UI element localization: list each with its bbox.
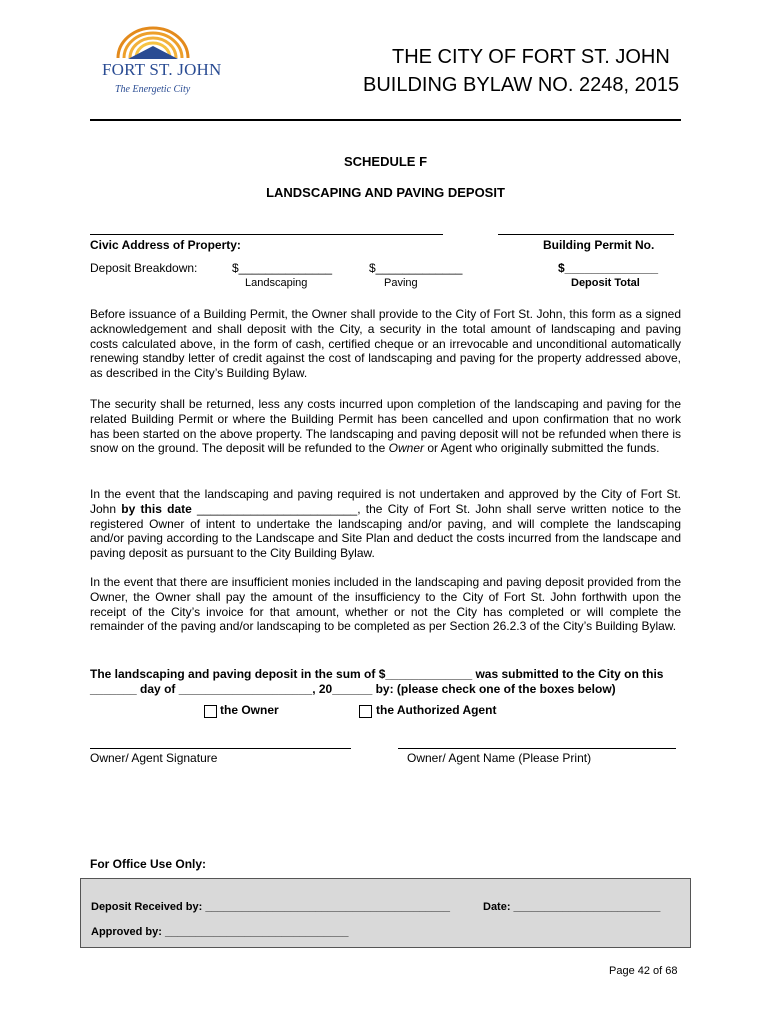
deposit-total-caption: Deposit Total [571, 277, 640, 289]
form-title: LANDSCAPING AND PAVING DEPOSIT [266, 185, 505, 200]
paragraph-not-undertaken [90, 487, 681, 561]
paragraph-text: In the event that the landscaping and paving required is not undertaken and approved by the City of Fort St. John [90, 487, 681, 516]
by-this-date-bold: by this date [121, 501, 192, 516]
schedule-title: SCHEDULE F [343, 154, 428, 169]
paving-caption: Paving [384, 277, 418, 289]
civic-address-line[interactable] [90, 234, 443, 235]
submission-line-2: _______ day of ____________________, 20______ by: (please check one of the boxes below) [90, 682, 616, 696]
office-use-heading: For Office Use Only: [90, 857, 207, 871]
paragraph-insufficient [90, 575, 681, 634]
city-logo [88, 24, 222, 100]
building-permit-label: Building Permit No. [543, 238, 655, 252]
paragraph-security-terms [90, 307, 681, 381]
paragraph-text: ________________________, the City of Fort St. John shall serve written notice to the registered Owner of intent to undertake the landscaping and/or paving, and will complete the landscaping and/or paving according to the Landscape and Site Plan and deduct the costs incurred from the landscape and paving deposit as pursuant to the City Building Bylaw. [90, 501, 682, 561]
sunrise-logo-icon [110, 24, 196, 60]
paragraph-text: The security shall be returned, less any costs incurred upon completion of the landscaping and paving for the related Building Permit or where the Building Permit has been cancelled and upon confirmation that no work has been started on the above property. The landscaping and paving deposit will not be refunded when there is snow on the ground. The deposit will be refunded to the [90, 397, 681, 456]
submission-line-1: The landscaping and paving deposit in the sum of $_____________ was submitted to the City on this [90, 667, 664, 681]
paving-amount-field[interactable]: $_____________ [369, 261, 463, 275]
deposit-received-field[interactable]: Deposit Received by: ________________________________________ [91, 901, 451, 913]
total-amount-field[interactable]: $______________ [558, 261, 659, 275]
header-rule [90, 119, 681, 121]
name-print-label: Owner/ Agent Name (Please Print) [407, 751, 592, 765]
deposit-breakdown-label: Deposit Breakdown: [90, 261, 198, 275]
owner-checkbox-label: the Owner [220, 703, 279, 717]
owner-checkbox[interactable] [204, 705, 217, 718]
office-use-box [80, 878, 691, 948]
agent-checkbox[interactable] [359, 705, 372, 718]
paragraph-text: In the event that there are insufficient monies included in the landscaping and paving deposit provided from the Owner, the Owner shall pay the amount of the insufficiency to the City of Fort St. John forthwith upon the receipt of the City’s invoice for that amount, whether or not the City has completed or will complete the remainder of the paving and/or landscaping to be completed as per Section 26.2.3 of the City’s Building Bylaw. [90, 575, 681, 634]
page-number: Page 42 of 68 [609, 965, 678, 977]
header-city: THE CITY OF FORT ST. JOHN [392, 46, 670, 68]
logo-tagline: The Energetic City [115, 84, 191, 95]
paragraph-text: Before issuance of a Building Permit, the Owner shall provide to the City of Fort St. John, this form as a signed acknowledgement and shall deposit with the City, a security in the total amount of landscaping and paving costs calculated above, in the form of cash, certified cheque or an irrevocable and unconditional automatically renewing standby letter of credit against the cost of landscaping and paving for the property addressed above, as described in the City’s Building Bylaw. [90, 307, 681, 381]
landscaping-amount-field[interactable]: $______________ [232, 261, 333, 275]
paragraph-text: or Agent who originally submitted the funds. [424, 441, 660, 456]
signature-label: Owner/ Agent Signature [90, 751, 218, 765]
logo-name: FORT ST. JOHN [102, 60, 222, 79]
name-print-line[interactable] [398, 748, 676, 749]
civic-address-label: Civic Address of Property: [90, 238, 241, 252]
agent-checkbox-label: the Authorized Agent [376, 703, 497, 717]
approved-by-field[interactable]: Approved by: ______________________________ [91, 926, 349, 938]
signature-line[interactable] [90, 748, 351, 749]
header-bylaw: BUILDING BYLAW NO. 2248, 2015 [363, 74, 680, 96]
date-field[interactable]: Date: ________________________ [483, 901, 661, 913]
landscaping-caption: Landscaping [245, 277, 308, 289]
owner-italic: Owner [388, 441, 424, 456]
paragraph-refund [90, 397, 681, 456]
building-permit-line[interactable] [498, 234, 674, 235]
